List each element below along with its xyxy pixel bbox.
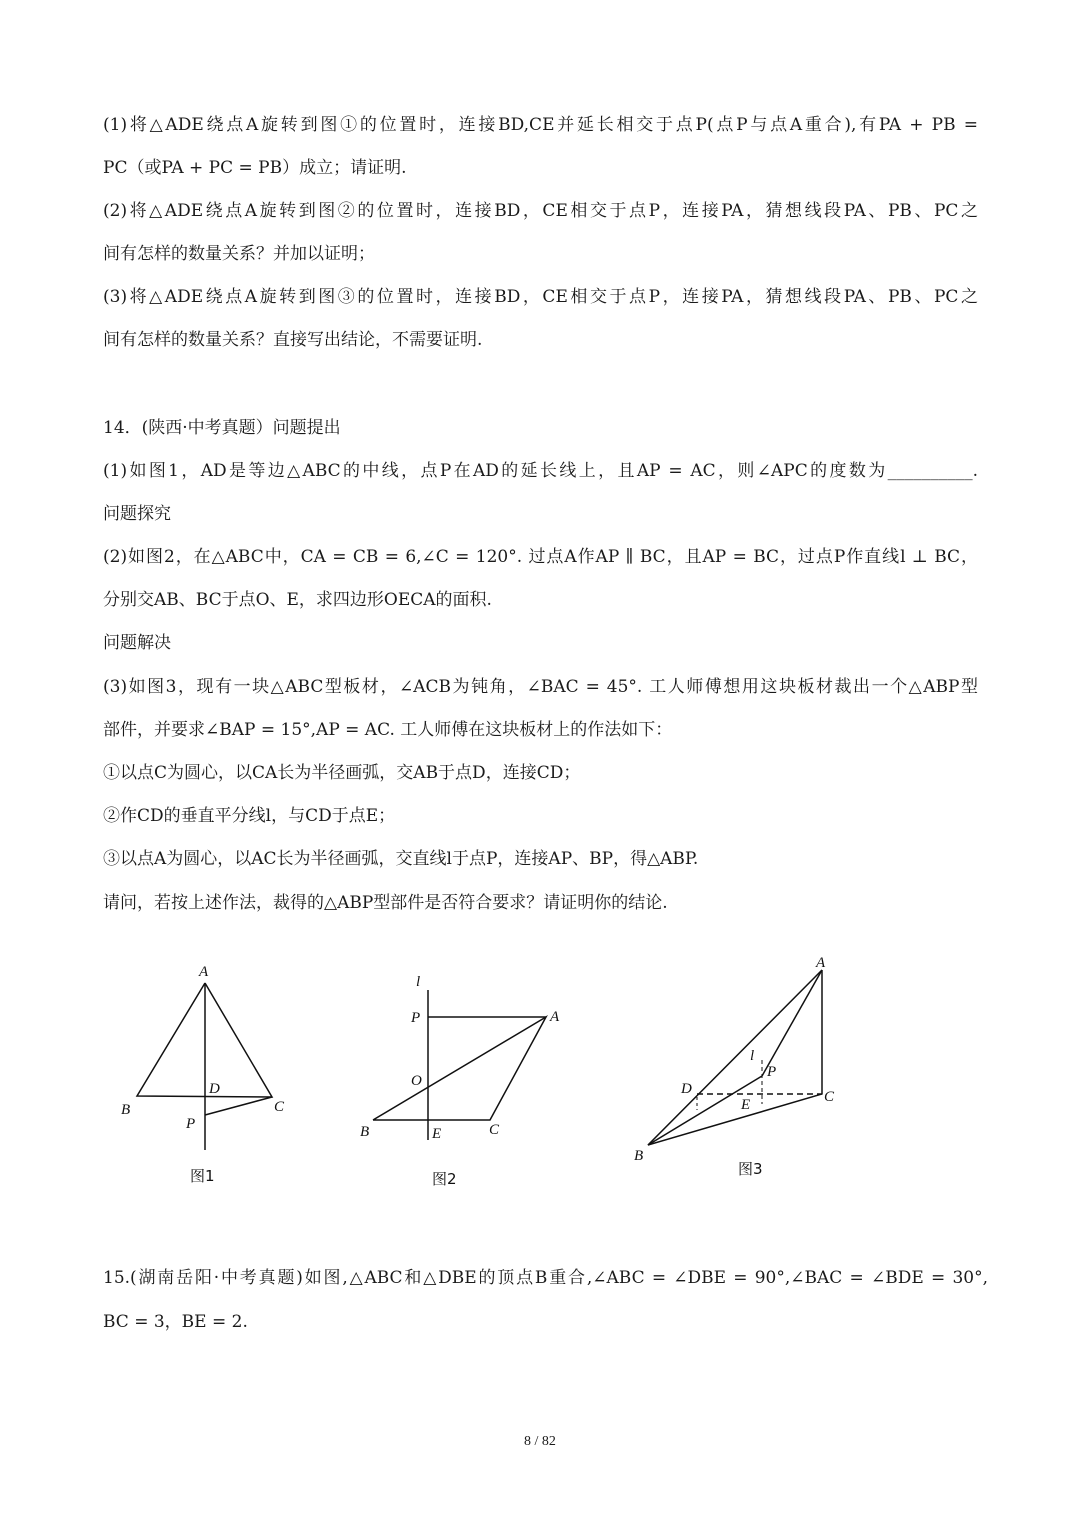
q14-step3: ③以点A为圆心，以AC长为半径画弧，交直线l于点P，连接AP、BP，得△ABP.: [103, 849, 699, 869]
q13-part2-line2: 间有怎样的数量关系？并加以证明；: [103, 244, 375, 264]
q14-part2-line2: 分别交AB、BC于点O、E，求四边形OECA的面积.: [103, 590, 492, 610]
fig3-label-B: B: [634, 1148, 644, 1164]
fig1-label-A: A: [199, 964, 209, 980]
figure-2: [373, 990, 546, 1140]
fig3-label-P: P: [767, 1064, 777, 1080]
fig1-label-P: P: [186, 1116, 196, 1132]
q15-line1: 15.(湖南岳阳·中考真题)如图,△ABC和△DBE的顶点B重合,∠ABC = ∠DBE = 90°,∠BAC = ∠BDE = 30°,: [103, 1268, 988, 1288]
q14-step2: ②作CD的垂直平分线l，与CD于点E；: [103, 806, 396, 826]
q13-part2-line1: (2)将△ADE绕点A旋转到图②的位置时，连接BD，CE相交于点P，连接PA，猜想线段PA、PB、PC之: [103, 201, 978, 221]
figure-3: [648, 970, 822, 1145]
fig2-label-E: E: [432, 1126, 442, 1142]
fig1-label-D: D: [209, 1081, 220, 1097]
fig2-label-P: P: [411, 1010, 421, 1026]
figure-1: [137, 983, 272, 1150]
fig2-label-B: B: [360, 1124, 370, 1140]
fig2-caption: 图2: [432, 1170, 457, 1188]
q14-step1: ①以点C为圆心，以CA长为半径画弧，交AB于点D，连接CD；: [103, 763, 581, 783]
fig3-label-A: A: [816, 955, 826, 971]
fig1-label-C: C: [274, 1099, 285, 1115]
page-number: 8 / 82: [524, 1434, 556, 1449]
q13-part1-line1: (1)将△ADE绕点A旋转到图①的位置时，连接BD,CE并延长相交于点P(点P与点A重合),有PA + PB =: [103, 115, 978, 135]
q14-heading-explore: 问题探究: [103, 504, 171, 524]
fig3-caption: 图3: [738, 1160, 763, 1178]
fig3-label-C: C: [824, 1089, 835, 1105]
q14-question: 请问，若按上述作法，裁得的△ABP型部件是否符合要求？请证明你的结论.: [103, 893, 668, 913]
fig3-label-D: D: [681, 1081, 692, 1097]
q13-part3-line2: 间有怎样的数量关系？直接写出结论，不需要证明.: [103, 330, 483, 350]
fig3-label-l: l: [750, 1048, 755, 1064]
fig2-label-A: A: [550, 1009, 560, 1025]
q14-title: 14．(陕西·中考真题）问题提出: [103, 418, 341, 438]
q14-part2-line1: (2)如图2，在△ABC中，CA = CB = 6,∠C = 120°. 过点A作AP ∥ BC，且AP = BC，过点P作直线l ⊥ BC，: [103, 547, 978, 567]
q14-part3-line2: 部件，并要求∠BAP = 15°,AP = AC. 工人师傅在这块板材上的作法如下：: [103, 720, 673, 740]
fig2-label-C: C: [489, 1122, 500, 1138]
q15-line2: BC = 3，BE = 2.: [103, 1312, 248, 1332]
q14-heading-solve: 问题解决: [103, 633, 171, 653]
fig2-label-l: l: [416, 974, 421, 990]
q13-part1-line2: PC（或PA + PC = PB）成立；请证明.: [103, 158, 407, 178]
fig1-caption: 图1: [190, 1167, 215, 1185]
fig1-label-B: B: [121, 1102, 131, 1118]
fig3-label-E: E: [741, 1097, 751, 1113]
q14-part1: (1)如图1，AD是等边△ABC的中线，点P在AD的延长线上，且AP = AC，则∠APC的度数为__________.: [103, 461, 978, 481]
q13-part3-line1: (3)将△ADE绕点A旋转到图③的位置时，连接BD，CE相交于点P，连接PA，猜想线段PA、PB、PC之: [103, 287, 978, 307]
fig2-label-O: O: [411, 1073, 422, 1089]
q14-part3-line1: (3)如图3，现有一块△ABC型板材，∠ACB为钝角，∠BAC = 45°. 工人师傅想用这块板材裁出一个△ABP型: [103, 677, 978, 697]
